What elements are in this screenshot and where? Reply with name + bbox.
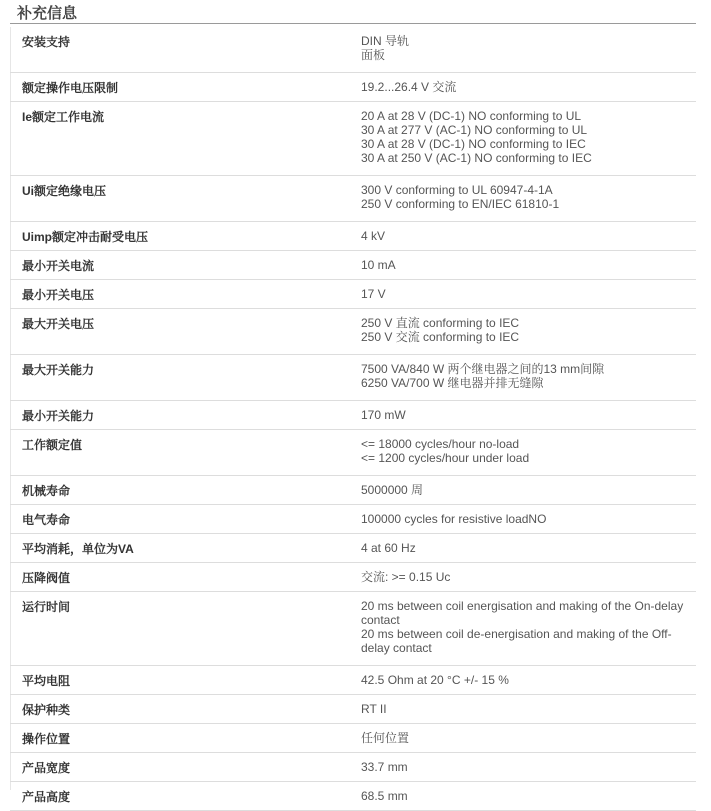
spec-row: [10, 355, 696, 401]
spec-row: [10, 309, 696, 355]
spec-row: [10, 592, 696, 666]
spec-label: Ie额定工作电流: [10, 102, 361, 176]
spec-value: [361, 355, 696, 401]
spec-value: [361, 534, 696, 563]
spec-value-line: 20 ms between coil de-energisation and making of the Off-delay contact: [361, 627, 672, 655]
spec-label: 产品高度: [10, 782, 361, 811]
spec-label: Uimp额定冲击耐受电压: [10, 222, 361, 251]
spec-label: 最大开关能力: [10, 355, 361, 401]
spec-label: 最小开关电压: [10, 280, 361, 309]
spec-value-line: 任何位置: [361, 731, 410, 745]
spec-row: [10, 401, 696, 430]
spec-value-line: 30 A at 28 V (DC-1) NO conforming to IEC: [361, 137, 586, 151]
spec-row: [10, 695, 696, 724]
spec-row: [10, 476, 696, 505]
spec-value: [361, 309, 696, 355]
spec-value-line: 250 V conforming to EN/IEC 61810-1: [361, 197, 560, 211]
spec-row: [10, 430, 696, 476]
spec-row: [10, 176, 696, 222]
spec-label: 最小开关能力: [10, 401, 361, 430]
spec-label: Ui额定绝缘电压: [10, 176, 361, 222]
spec-label: 平均消耗，单位为VA: [10, 534, 361, 563]
spec-label: 产品宽度: [10, 753, 361, 782]
spec-value: [361, 782, 696, 811]
spec-value-line: 4 at 60 Hz: [361, 541, 416, 555]
spec-value-line: 170 mW: [361, 408, 406, 422]
spec-value: [361, 176, 696, 222]
spec-label: 额定操作电压限制: [10, 73, 361, 102]
spec-value-line: 68.5 mm: [361, 789, 408, 803]
spec-value: [361, 695, 696, 724]
spec-row: [10, 102, 696, 176]
spec-value-line: 6250 VA/700 W 继电器并排无缝隙: [361, 376, 544, 390]
spec-row: [10, 724, 696, 753]
spec-value-line: 7500 VA/840 W 两个继电器之间的13 mm间隙: [361, 362, 605, 376]
spec-row: [10, 563, 696, 592]
spec-value: [361, 73, 696, 102]
spec-value: [361, 753, 696, 782]
spec-value: [361, 592, 696, 666]
spec-value-line: 5000000 周: [361, 483, 424, 497]
spec-value: [361, 430, 696, 476]
spec-value-line: 19.2...26.4 V 交流: [361, 80, 457, 94]
spec-row: [10, 280, 696, 309]
spec-label: 工作额定值: [10, 430, 361, 476]
spec-value-line: 交流: >= 0.15 Uc: [361, 570, 451, 584]
spec-value: [361, 724, 696, 753]
title-divider: [10, 23, 696, 24]
spec-value-line: 33.7 mm: [361, 760, 408, 774]
spec-row: [10, 753, 696, 782]
spec-value: [361, 251, 696, 280]
spec-label: 操作位置: [10, 724, 361, 753]
spec-value-line: 10 mA: [361, 258, 396, 272]
spec-value: [361, 222, 696, 251]
spec-label: 运行时间: [10, 592, 361, 666]
spec-value-line: 250 V 直流 conforming to IEC: [361, 316, 520, 330]
spec-value-line: 300 V conforming to UL 60947-4-1A: [361, 183, 553, 197]
spec-value-line: 面板: [361, 48, 386, 62]
spec-row: [10, 505, 696, 534]
spec-label: 电气寿命: [10, 505, 361, 534]
spec-label: 压降阀值: [10, 563, 361, 592]
spec-value: [361, 505, 696, 534]
spec-row: [10, 222, 696, 251]
spec-value-line: 30 A at 277 V (AC-1) NO conforming to UL: [361, 123, 588, 137]
spec-row: [10, 73, 696, 102]
spec-value: [361, 401, 696, 430]
spec-value-line: 20 ms between coil energisation and making of the On-delay contact: [361, 599, 684, 627]
spec-table: [10, 27, 696, 811]
spec-label: 最小开关电流: [10, 251, 361, 280]
spec-value-line: 17 V: [361, 287, 386, 301]
spec-value: [361, 666, 696, 695]
spec-row: [10, 534, 696, 563]
spec-value: [361, 563, 696, 592]
spec-value-line: 250 V 交流 conforming to IEC: [361, 330, 520, 344]
spec-value-line: 42.5 Ohm at 20 °C +/- 15 %: [361, 673, 509, 687]
spec-value-line: 4 kV: [361, 229, 386, 243]
spec-table-body: [10, 27, 696, 811]
spec-label: 平均电阻: [10, 666, 361, 695]
spec-value: [361, 102, 696, 176]
spec-row: [10, 782, 696, 811]
spec-value-line: 100000 cycles for resistive loadNO: [361, 512, 547, 526]
section-title: 补充信息: [17, 5, 78, 22]
spec-value-line: DIN 导轨: [361, 34, 410, 48]
spec-row: [10, 666, 696, 695]
spec-label: 保护种类: [10, 695, 361, 724]
spec-value-line: RT II: [361, 702, 387, 716]
spec-label: 机械寿命: [10, 476, 361, 505]
spec-value: [361, 476, 696, 505]
spec-label: 安装支持: [10, 27, 361, 73]
spec-label: 最大开关电压: [10, 309, 361, 355]
spec-value: [361, 27, 696, 73]
spec-value-line: 20 A at 28 V (DC-1) NO conforming to UL: [361, 109, 582, 123]
spec-value: [361, 280, 696, 309]
spec-row: [10, 27, 696, 73]
spec-value-line: <= 1200 cycles/hour under load: [361, 451, 530, 465]
spec-row: [10, 251, 696, 280]
spec-value-line: <= 18000 cycles/hour no-load: [361, 437, 520, 451]
spec-value-line: 30 A at 250 V (AC-1) NO conforming to IEC: [361, 151, 592, 165]
